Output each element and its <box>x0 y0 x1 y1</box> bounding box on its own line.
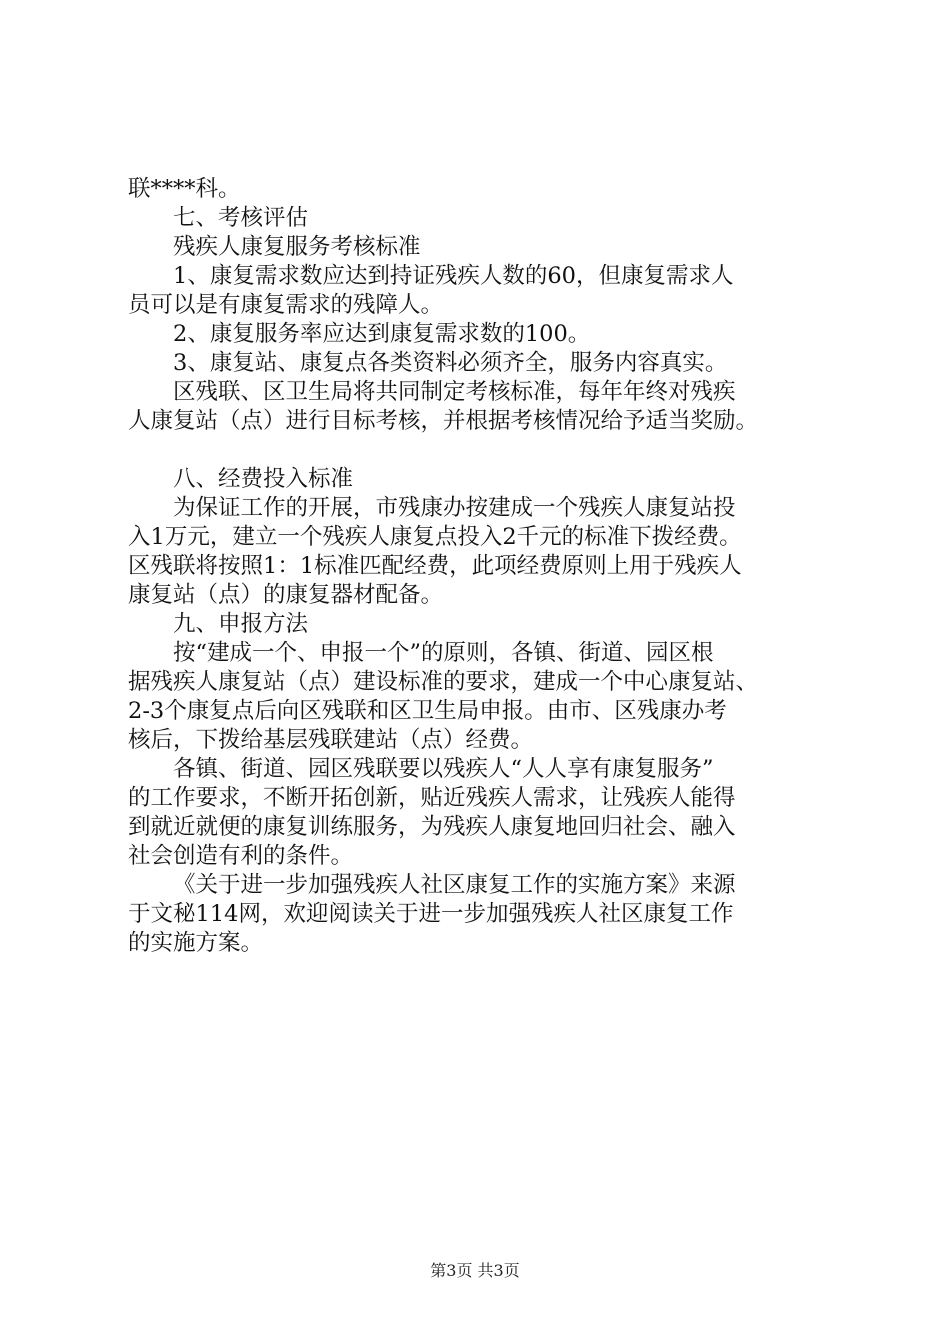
text-line: 残疾人康复服务考核标准 <box>173 234 421 260</box>
text-line: 各镇、街道、园区残联要以残疾人“人人享有康复服务” <box>173 756 714 782</box>
text-line: 社会创造有利的条件。 <box>128 843 354 869</box>
text-line: 2、康复服务率应达到康复需求数的100。 <box>173 321 591 347</box>
text-line: 的实施方案。 <box>128 930 264 956</box>
text-line: 3、康复站、康复点各类资料必须齐全，服务内容真实。 <box>173 350 728 376</box>
text-line: 于文秘114网，欢迎阅读关于进一步加强残疾人社区康复工作 <box>128 901 734 927</box>
text-line: 据残疾人康复站（点）建设标准的要求，建成一个中心康复站、 <box>128 669 759 695</box>
text-line: 区残联、区卫生局将共同制定考核标准，每年年终对残疾 <box>173 379 736 405</box>
text-line: 为保证工作的开展，市残康办按建成一个残疾人康复站投 <box>173 495 736 521</box>
text-line: 1、康复需求数应达到持证残疾人数的60，但康复需求人 <box>173 263 734 289</box>
paragraph-gap <box>128 436 838 465</box>
text-line: 人康复站（点）进行目标考核，并根据考核情况给予适当奖励。 <box>128 408 759 434</box>
document-body <box>128 175 838 958</box>
page-footer <box>0 1258 950 1281</box>
text-line: 按“建成一个、申报一个”的原则，各镇、街道、园区根 <box>173 640 714 666</box>
text-line: 七、考核评估 <box>173 205 309 231</box>
text-line: 到就近就便的康复训练服务，为残疾人康复地回归社会、融入 <box>128 814 736 840</box>
text-line: 联****科。 <box>128 176 241 202</box>
text-line: 康复站（点）的康复器材配备。 <box>128 582 444 608</box>
text-line: 员可以是有康复需求的残障人。 <box>128 292 444 318</box>
text-line: 九、申报方法 <box>173 611 309 637</box>
text-line: 区残联将按照1：1标准匹配经费，此项经费原则上用于残疾人 <box>128 553 742 579</box>
text-line: 八、经费投入标准 <box>173 466 354 492</box>
text-line: 《关于进一步加强残疾人社区康复工作的实施方案》来源 <box>173 872 736 898</box>
text-line: 2-3个康复点后向区残联和区卫生局申报。由市、区残康办考 <box>128 698 727 724</box>
page-number: 第3页 共3页 <box>430 1261 520 1280</box>
text-line: 核后，下拨给基层残联建站（点）经费。 <box>128 727 534 753</box>
text-line: 的工作要求，不断开拓创新，贴近残疾人需求，让残疾人能得 <box>128 785 736 811</box>
text-line: 入1万元，建立一个残疾人康复点投入2千元的标准下拨经费。 <box>128 524 742 550</box>
